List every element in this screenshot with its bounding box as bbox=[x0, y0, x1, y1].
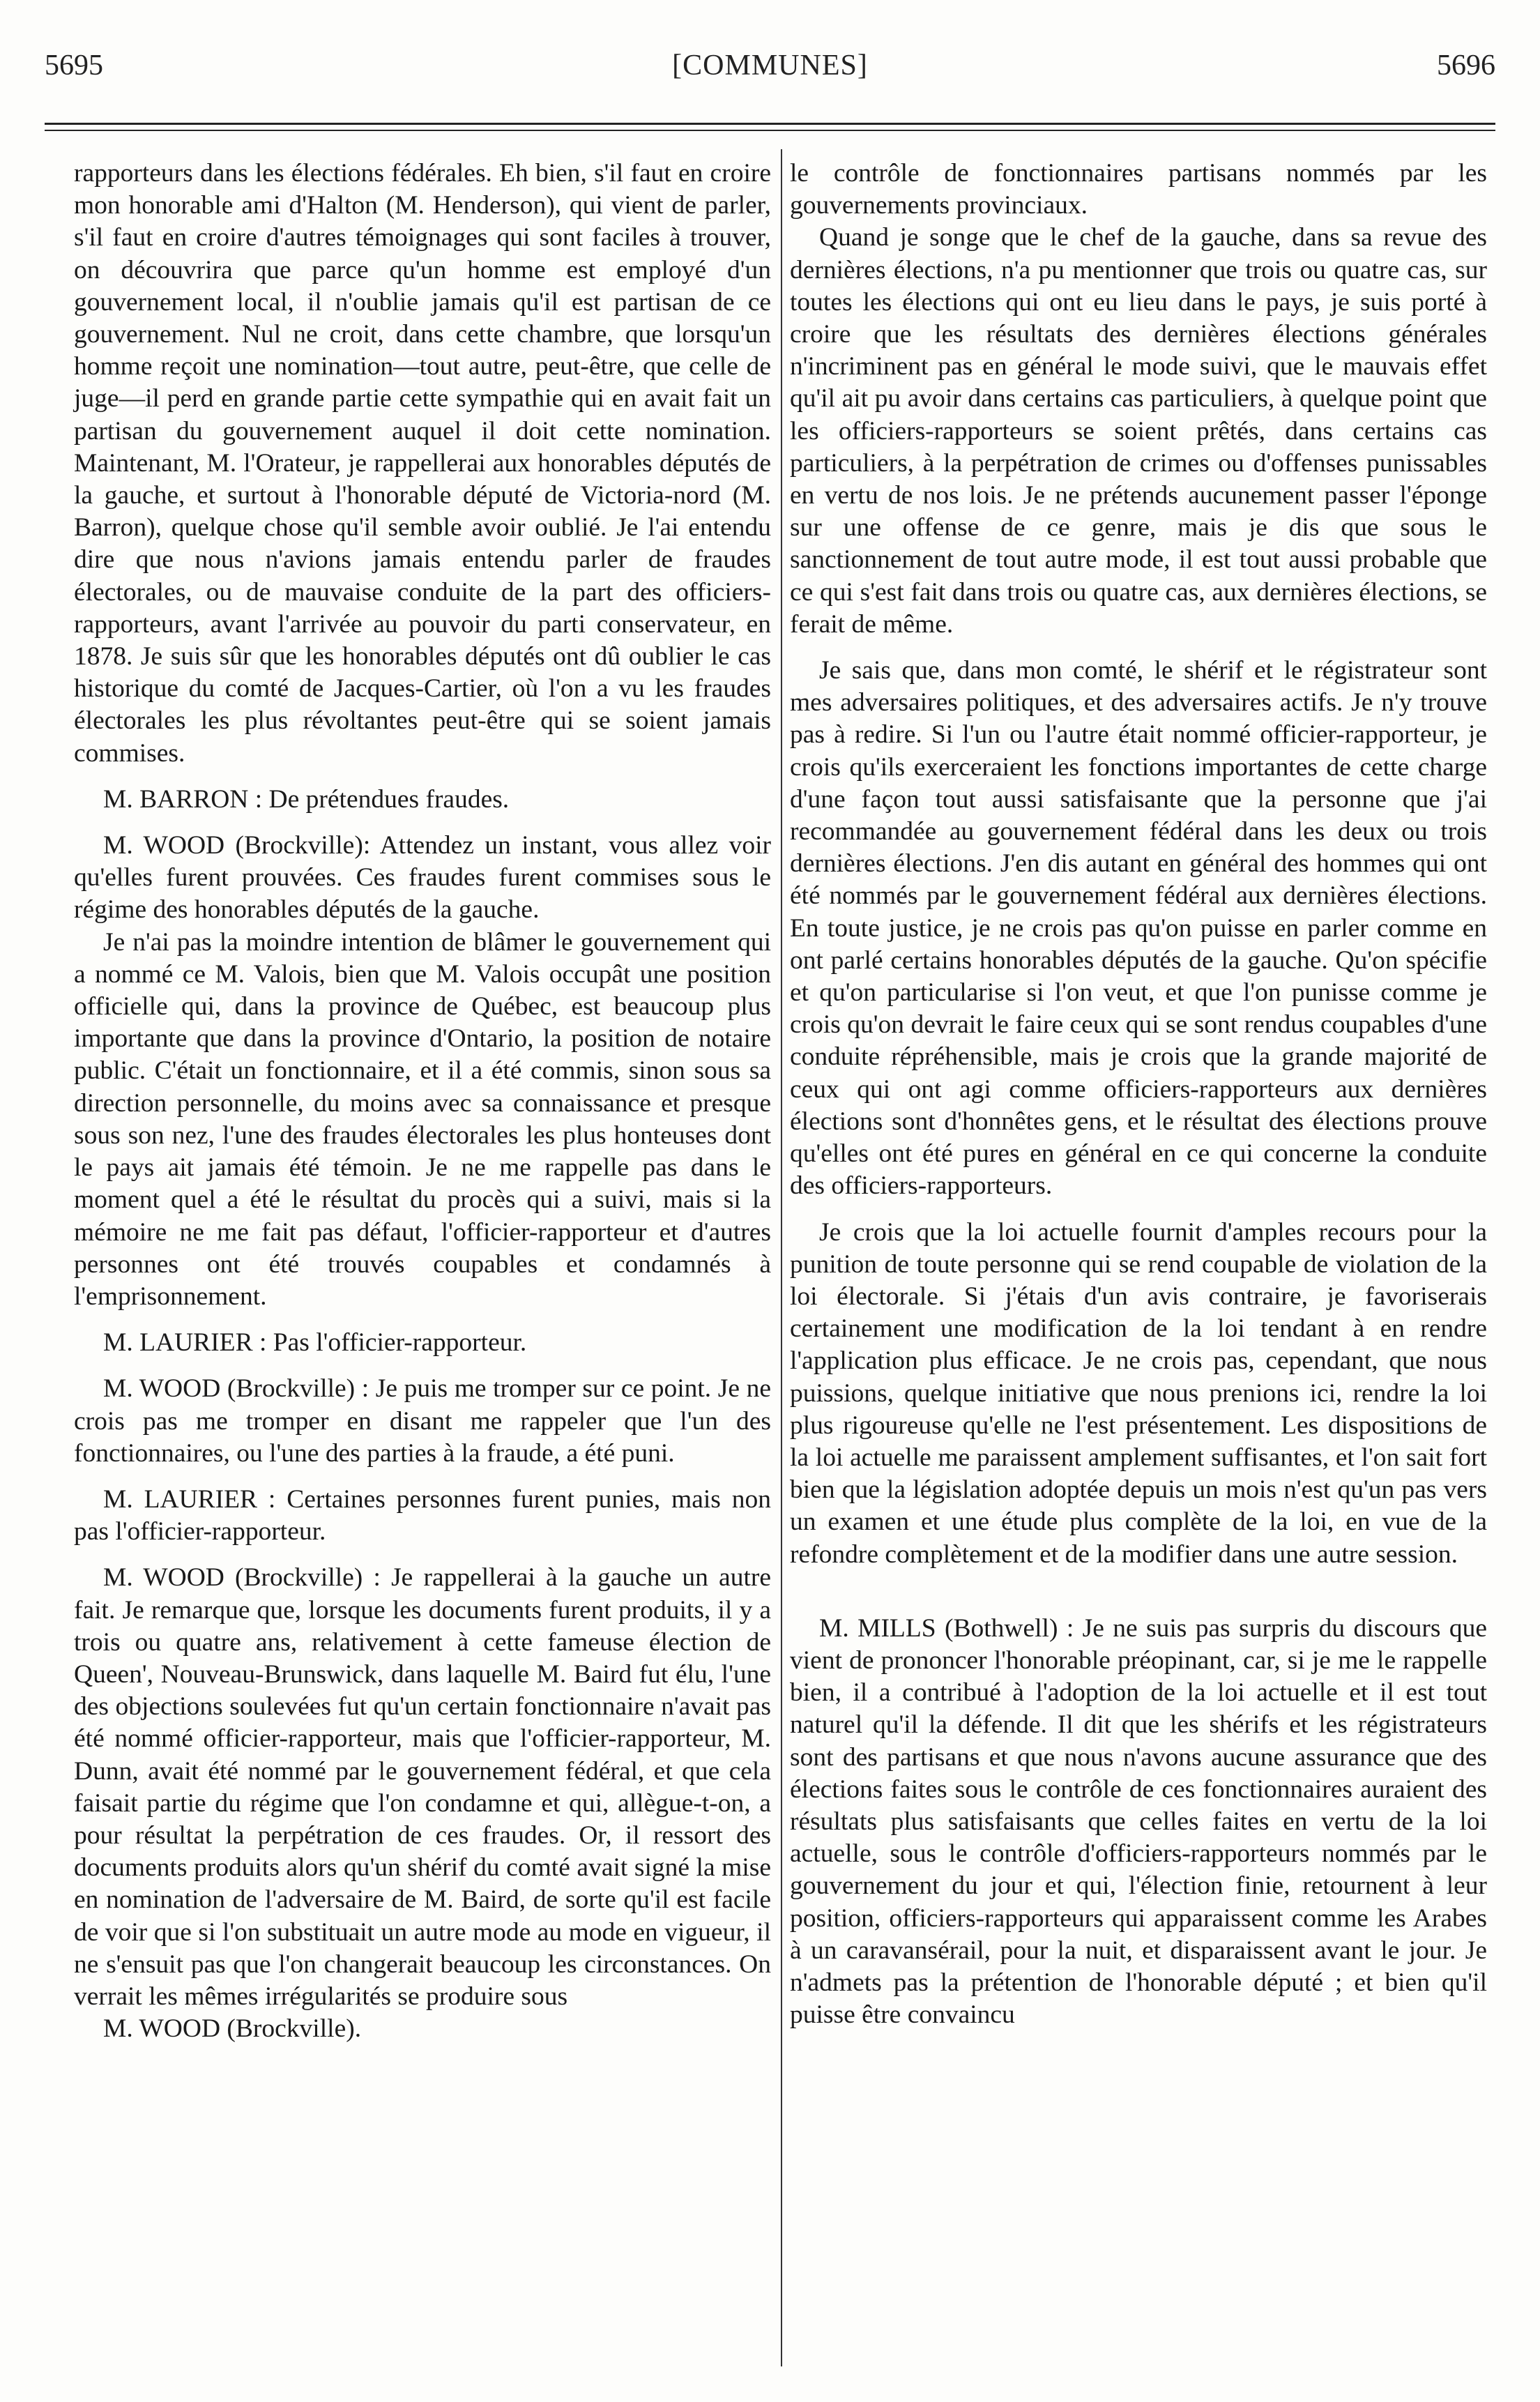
left-column bbox=[74, 158, 771, 2045]
paragraph: Je crois que la loi actuelle fournit d'amples recours pour la punition de toute personne qui se rend coupable de violation de la loi électorale. Si j'étais d'un avis contraire, je favoriserais certainement une modification de la loi tendant à en rendre l'application plus efficace. Je ne crois pas, cependant, que nous puissions, quelque initiative que nous prenions ici, rendre la loi plus rigoureuse qu'elle ne l'est présentement. Les dispositions de la loi actuelle me paraissent amplement suffisantes, et l'on sait fort bien que la législation adoptée depuis un mois n'est qu'un pas vers un examen et une étude plus complète de la loi, en vue de la refondre complètement et de la modifier dans une autre session. bbox=[790, 1217, 1487, 1569]
paragraph: Quand je songe que le chef de la gauche, dans sa revue des dernières élections, n'a pu mentionner que trois ou quatre cas, sur toutes les élections qui ont eu lieu dans le pays, je suis porté à croire que les résultats des dernières élections générales n'incriminent pas en général le mode suivi, que le mauvais effet qu'il ait pu avoir dans certains cas particuliers, à quelque point que les officiers-rapporteurs se soient prêtés, dans certains cas particuliers, à la perpétration de crimes ou d'offenses punissables en vertu de nos lois. Je ne prétends aucunement passer l'éponge sur une offense de ce genre, mais je dis que sous le sanctionnement de tout autre mode, il est tout aussi probable que ce qui s'est fait dans trois ou quatre cas, aux dernières élections, se ferait de même. bbox=[790, 223, 1487, 639]
page-number-left: 5695 bbox=[45, 50, 103, 82]
paragraph: Je n'ai pas la moindre intention de blâmer le gouvernement qui a nommé ce M. Valois, bien que M. Valois occupât une position officielle qui, dans la province de Québec, est beaucoup plus importante que dans la province d'Ontario, la position de notaire public. C'était un fonctionnaire, et il a été commis, sinon sous sa direction personnelle, du moins avec sa connaissance et presque sous son nez, l'une des fraudes électorales les plus honteuses dont le pays ait jamais été témoin. Je ne me rappelle pas dans le moment quel a été le résultat du procès qui a suivi, mais si la mémoire ne me fait pas défaut, l'officier-rapporteur et d'autres personnes ont été trouvés coupables et condamnés à l'emprisonnement. bbox=[74, 927, 771, 1311]
paragraph: M. LAURIER : Pas l'officier-rapporteur. bbox=[103, 1328, 527, 1358]
header-rule-top bbox=[45, 123, 1495, 125]
paragraph: M. WOOD (Brockville): Attendez un instant, vous allez voir qu'elles furent prouvées. Ces fraudes furent commises sous le régime des honorables députés de la gauche. bbox=[74, 831, 771, 925]
paragraph: M. BARRON : De prétendues fraudes. bbox=[103, 784, 510, 814]
page-number-right: 5696 bbox=[1437, 50, 1495, 82]
header-title: [COMMUNES] bbox=[672, 50, 868, 82]
column-divider bbox=[781, 149, 782, 2366]
paragraph: M. WOOD (Brockville). bbox=[103, 2014, 362, 2044]
paragraph: M. MILLS (Bothwell) : Je ne suis pas surpris du discours que vient de prononcer l'honorable préopinant, car, si je me le rappelle bien, il a contribué à l'adoption de la loi actuelle et il est tout naturel qu'il la défende. Il dit que les shérifs et les régistrateurs sont des partisans et que nous n'avons aucune assurance que des élections faites sous le contrôle de ces fonctionnaires auraient des résultats plus satisfaisants que celles faites en vertu de la loi actuelle, sous le contrôle d'officiers-rapporteurs nommés par le gouvernement du jour et qui, l'élection finie, retournent à leur position, officiers-rapporteurs qui apparaissent comme les Arabes à un caravansérail, pour la nuit, et disparaissent avant le jour. Je n'admets pas la prétention de l'honorable député ; et bien qu'il puisse être convaincu bbox=[790, 1613, 1487, 2030]
paragraph: M. WOOD (Brockville) : Je puis me tromper sur ce point. Je ne crois pas me tromper en disant me rappeler que l'un des fonctionnaires, ou l'une des parties à la fraude, a été puni. bbox=[74, 1374, 771, 1468]
paragraph: rapporteurs dans les élections fédérales. Eh bien, s'il faut en croire mon honorable ami d'Halton (M. Henderson), qui vient de parler, s'il faut en croire d'autres témoignages qui sont faciles à trouver, on découvrira que parce qu'un homme est employé d'un gouvernement local, il n'oublie jamais qu'il est partisan de ce gouvernement. Nul ne croit, dans cette chambre, que lorsqu'un homme reçoit une nomination—tout autre, peut-être, que celle de juge—il perd en grande partie cette sympathie qui en avait fait un partisan du gouvernement auquel il doit cette nomination. Maintenant, M. l'Orateur, je rappellerai aux honorables députés de la gauche, et surtout à l'honorable député de Victoria-nord (M. Barron), quelque chose qu'il semble avoir oublié. Je l'ai entendu dire que nous n'avions jamais entendu parler de fraudes électorales, ou de mauvaise conduite de la part des officiers-rapporteurs, avant l'arrivée au pouvoir du parti conservateur, en 1878. Je suis sûr que les honorables députés ont dû oublier le cas historique du comté de Jacques-Cartier, où l'on a vu les fraudes électorales les plus révoltantes peut-être qui se soient jamais commises. bbox=[74, 159, 771, 768]
paragraph: le contrôle de fonctionnaires partisans nommés par les gouvernements provinciaux. bbox=[790, 159, 1487, 220]
paragraph: M. WOOD (Brockville) : Je rappellerai à la gauche un autre fait. Je remarque que, lorsque les documents furent produits, il y a trois ou quatre ans, relativement à cette fameuse élection de Queen', Nouveau-Brunswick, dans laquelle M. Baird fut élu, l'une des objections soulevées fut qu'un certain fonctionnaire n'avait pas été nommé officier-rapporteur, mais que l'officier-rapporteur, M. Dunn, avait été nommé par le gouvernement fédéral, et que cela faisait partie du régime que l'on condamne et qui, allègue-t-on, a pour résultat la perpétration de ces fraudes. Or, il ressort des documents produits alors qu'un shérif du comté avait signé la mise en nomination de l'adversaire de M. Baird, de sorte qu'il est facile de voir que si l'on substituait un autre mode au mode en vigueur, il ne s'ensuit pas que l'on changerait beaucoup les circonstances. On verrait les mêmes irrégularités se produire sous bbox=[74, 1563, 771, 2011]
right-column bbox=[790, 158, 1487, 2031]
paragraph: Je sais que, dans mon comté, le shérif et le régistrateur sont mes adversaires politiques, et des adversaires actifs. Je n'y trouve pas à redire. Si l'un ou l'autre était nommé officier-rapporteur, je crois qu'ils exerceraient les fonctions importantes de cette charge d'une façon tout aussi satisfaisante que la personne que j'ai recommandée au gouvernement fédéral dans les deux ou trois dernières élections. J'en dis autant en général des hommes qui ont été nommés par le gouvernement fédéral aux dernières élections. En toute justice, je ne crois pas qu'on puisse en parler comme en ont parlé certains honorables députés de la gauche. Qu'on spécifie et qu'on particularise si l'on veut, et que l'on punisse comme je crois qu'on devrait le faire ceux qui se sont rendus coupables d'une conduite répréhensible, mais je crois que la grande majorité de ceux qui ont agi comme officiers-rapporteurs aux dernières élections sont d'honnêtes gens, et le résultat des élections prouve qu'elles ont été pures en général en ce qui concerne la conduite des officiers-rapporteurs. bbox=[790, 656, 1487, 1201]
header-rule-bottom bbox=[45, 130, 1495, 131]
paragraph: M. LAURIER : Certaines personnes furent punies, mais non pas l'officier-rapporteur. bbox=[74, 1484, 771, 1546]
page-header bbox=[45, 49, 1495, 91]
